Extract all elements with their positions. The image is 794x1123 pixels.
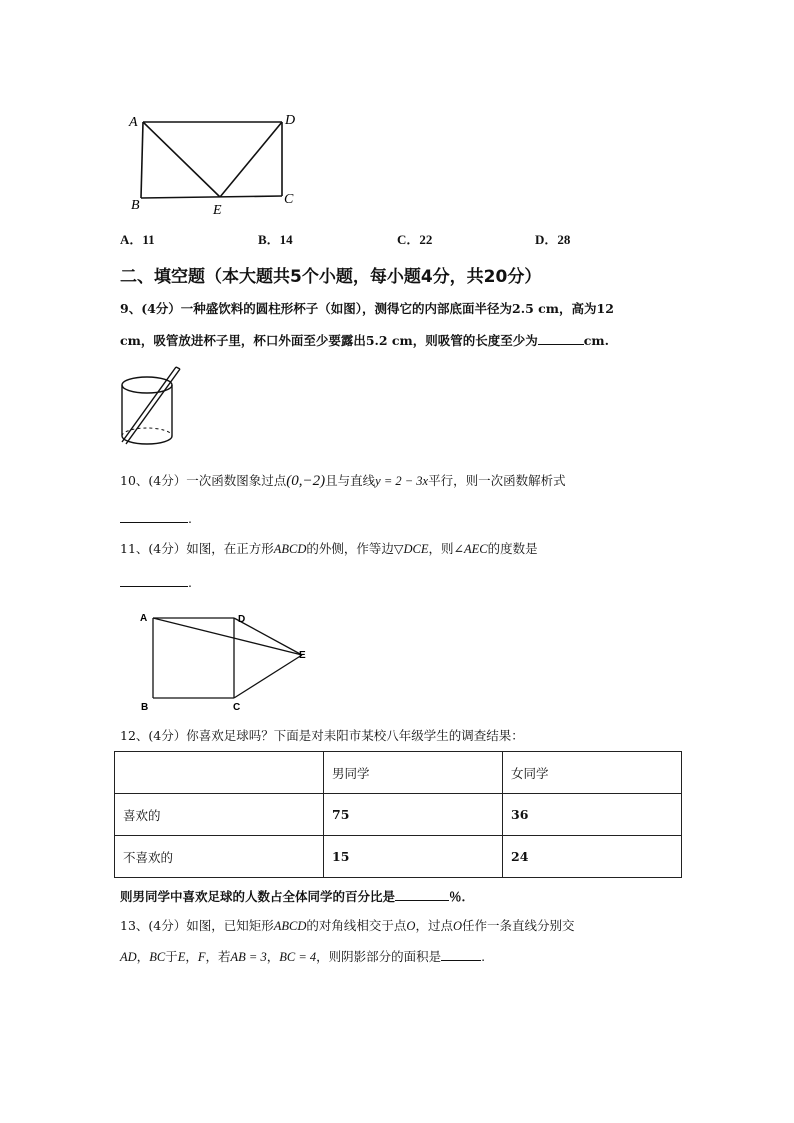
question-9-unit: cm. xyxy=(583,333,609,348)
figure-q9-cup xyxy=(112,364,184,452)
segment-AE-q11 xyxy=(153,618,302,655)
question-12-after-unit: ％． xyxy=(449,889,475,904)
answer-blank-10[interactable] xyxy=(120,510,188,523)
option-d: D．28 xyxy=(535,232,571,247)
question-13-comma2: ， xyxy=(185,949,198,964)
question-11-prefix: 11、(4分）如图，在正方形 xyxy=(120,541,274,556)
answer-blank-12[interactable] xyxy=(395,888,449,901)
label-B: B xyxy=(131,198,140,213)
table-row xyxy=(115,794,682,836)
question-13-line1 xyxy=(120,918,575,934)
table-row xyxy=(115,836,682,878)
segment-DE xyxy=(220,122,282,197)
label-E-q11: E xyxy=(299,650,306,661)
question-13-comma3: ， xyxy=(266,949,280,964)
question-13-area: ，则阴影部分的面积是 xyxy=(316,949,442,964)
answer-blank-13[interactable] xyxy=(441,948,481,961)
question-13-point-o2: O xyxy=(452,919,462,933)
question-11-angle: ∠AEC xyxy=(453,542,488,556)
segment-CE-q11 xyxy=(234,655,302,698)
question-10-line2 xyxy=(120,510,192,527)
survey-table xyxy=(114,751,682,878)
question-13-ab-eq: AB = 3 xyxy=(230,950,267,964)
question-13-rect: ABCD xyxy=(273,919,307,933)
question-13-point-o: O xyxy=(406,919,416,933)
question-11-line1 xyxy=(120,541,538,557)
answer-blank-9[interactable] xyxy=(538,332,584,345)
table-cell: 24 xyxy=(503,836,682,878)
question-11-square: ABCD xyxy=(273,542,307,556)
question-10-suffix: 平行，则一次函数解析式 xyxy=(428,473,566,488)
table-cell: 喜欢的 xyxy=(115,794,324,836)
segment-AB xyxy=(141,122,143,198)
option-a: A．11 xyxy=(120,232,155,247)
label-D: D xyxy=(285,113,296,128)
question-13-mid: 的对角线相交于点 xyxy=(306,918,407,933)
label-A-q11: A xyxy=(140,613,148,624)
segment-BC xyxy=(141,196,282,198)
question-11-suffix: 的度数是 xyxy=(487,541,538,556)
label-E: E xyxy=(213,203,222,218)
question-13-seg-bc: BC xyxy=(149,950,166,964)
option-b: B．14 xyxy=(258,232,293,247)
table-header-cell: 男同学 xyxy=(324,752,503,794)
question-9-text: cm，吸管放进杯子里，杯口外面至少要露出5.2 cm，则吸管的长度至少为 xyxy=(120,333,538,348)
question-13-prefix: 13、(4分）如图，已知矩形 xyxy=(120,918,274,933)
question-13-end: . xyxy=(481,949,486,964)
question-10-line-eq: y = 2 − 3x xyxy=(375,474,429,488)
answer-blank-11[interactable] xyxy=(120,574,188,587)
straw-cap xyxy=(176,367,180,369)
question-13-pt-f: F xyxy=(197,950,206,964)
straw-line-1 xyxy=(122,367,176,442)
table-cell: 36 xyxy=(503,794,682,836)
question-10-prefix: 10、(4分）一次函数图象过点 xyxy=(120,473,287,488)
question-13-mid2: ，过点 xyxy=(415,918,453,933)
question-11-line2 xyxy=(120,574,192,591)
question-10-point: (0,−2) xyxy=(286,473,326,489)
label-C: C xyxy=(284,192,294,207)
question-13-pt-e: E xyxy=(177,950,186,964)
question-13-seg-ad: AD xyxy=(120,950,137,964)
question-10-line1 xyxy=(120,473,566,489)
question-12-text: 12、(4分）你喜欢足球吗？下面是对耒阳市某校八年级学生的调查结果： xyxy=(120,728,524,743)
question-13-suffix: 任作一条直线分别交 xyxy=(461,918,575,933)
table-cell: 不喜欢的 xyxy=(115,836,324,878)
question-13-comma1: ， xyxy=(136,949,150,964)
question-11-mid2: ，则 xyxy=(428,541,454,556)
label-A: A xyxy=(129,115,138,130)
question-13-line2 xyxy=(120,948,485,965)
label-D-q11: D xyxy=(238,614,246,625)
question-11-triangle: ▽DCE xyxy=(393,542,429,556)
table-cell: 75 xyxy=(324,794,503,836)
table-cell: 15 xyxy=(324,836,503,878)
figure-q8-rectangle xyxy=(125,108,310,218)
question-11-end: . xyxy=(188,575,192,590)
table-header-row xyxy=(115,752,682,794)
question-10-mid: 且与直线 xyxy=(325,473,376,488)
section-title: 二、填空题（本大题共5个小题，每小题4分，共20分） xyxy=(120,267,542,287)
question-12-after xyxy=(120,888,474,905)
question-12-after-text: 则男同学中喜欢足球的人数占全体同学的百分比是 xyxy=(120,889,396,904)
question-10-end: . xyxy=(188,511,192,526)
question-9-line1: 9、(4分）一种盛饮料的圆柱形杯子（如图），测得它的内部底面半径为2.5 cm，高为12 xyxy=(120,301,614,316)
segment-AE xyxy=(143,122,220,197)
label-B-q11: B xyxy=(141,702,149,713)
question-13-if: ，若 xyxy=(205,949,231,964)
table-header-cell: 女同学 xyxy=(503,752,682,794)
table-header-cell xyxy=(115,752,324,794)
question-9-line2 xyxy=(120,332,609,349)
question-11-mid: 的外侧，作等边 xyxy=(306,541,394,556)
question-13-to: 于 xyxy=(165,949,178,964)
figure-q11-square-triangle xyxy=(135,608,320,713)
option-c: C．22 xyxy=(397,232,433,247)
question-13-bc-eq: BC = 4 xyxy=(279,950,317,964)
label-C-q11: C xyxy=(233,702,241,713)
